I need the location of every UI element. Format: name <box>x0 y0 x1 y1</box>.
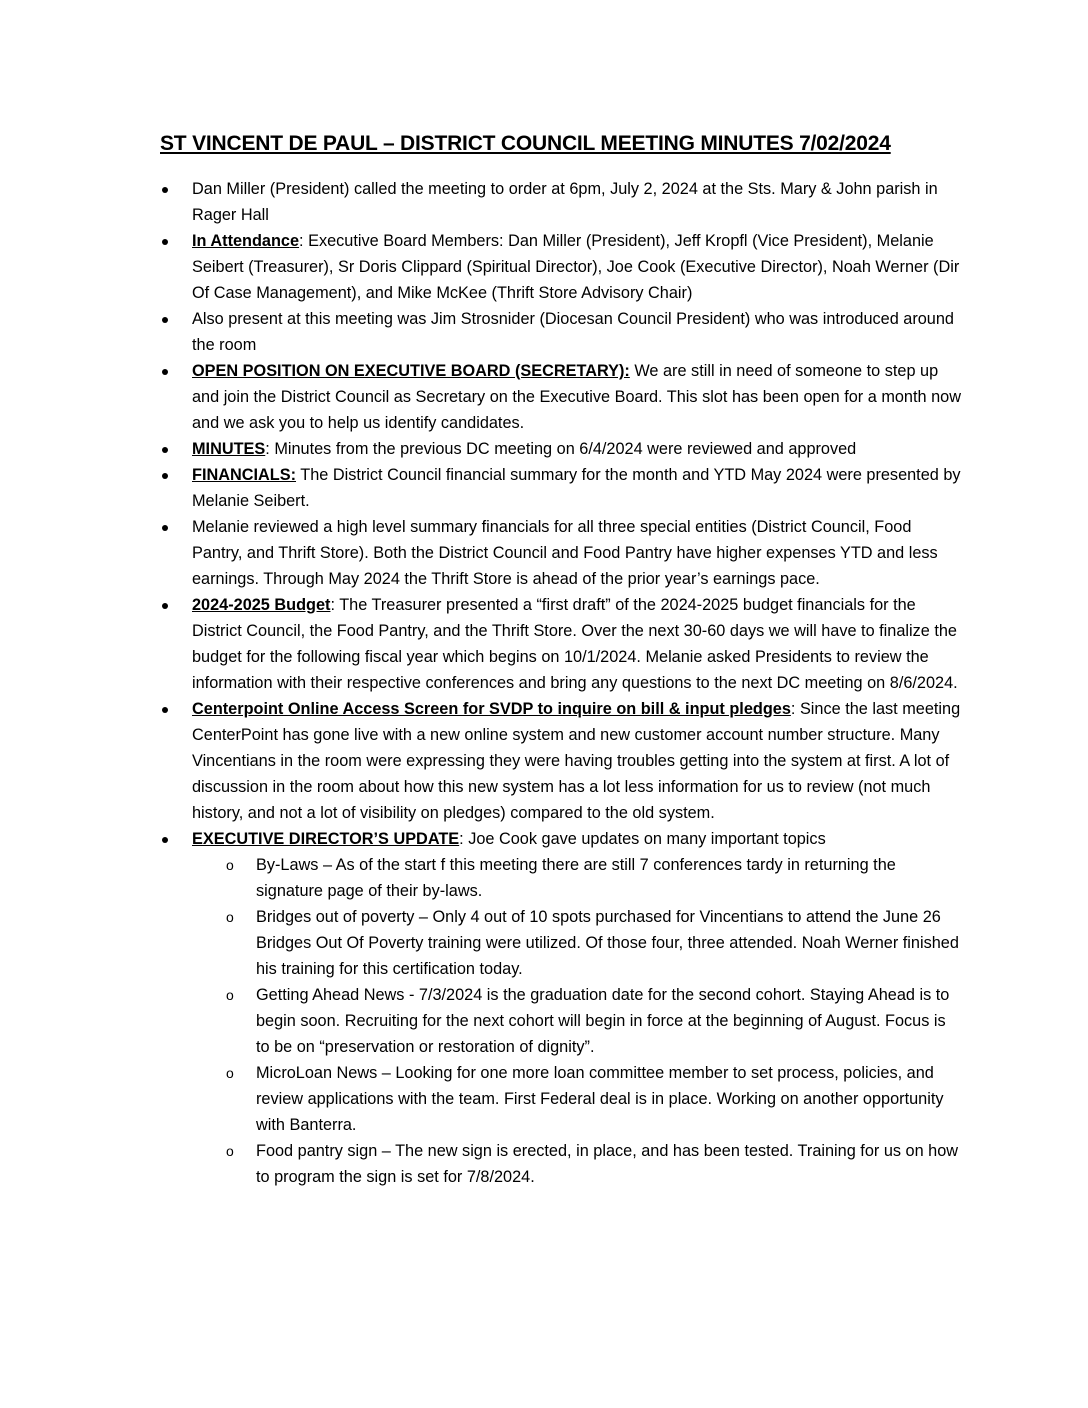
sub-item-text: Food pantry sign – The new sign is erected, in place, and has been tested. Training for us on how to program the sign is set for 7/8/2024. <box>256 1142 959 1186</box>
item-label: 2024-2025 Budget <box>192 596 331 614</box>
circle-bullet-icon: o <box>226 1143 234 1159</box>
list-item <box>0 228 962 306</box>
sub-list-item <box>0 982 962 1060</box>
sub-list-item <box>0 1138 962 1190</box>
list-item <box>0 436 962 462</box>
minutes-list <box>0 176 1088 1190</box>
bullet-icon <box>162 239 168 245</box>
bullet-icon <box>162 473 168 479</box>
list-item <box>0 826 962 852</box>
bullet-icon <box>162 369 168 375</box>
sub-list-item <box>0 1060 962 1138</box>
item-text: We are still in need of someone to step up and join the District Council as Secretary on the Executive Board. This slot has been open for a month now and we ask you to help us identify candidates. <box>192 362 961 432</box>
sub-list-item <box>0 904 962 982</box>
item-text: : Since the last meeting CenterPoint has gone live with a new online system and new customer account number structure. Many Vincentians in the room were expressing they were having troubles getting into the system at first. A lot of discussion in the room about how this new system has a lot less information for us to review (not much history, and not a lot of visibility on pledges) compared to the old system. <box>192 700 961 822</box>
list-item <box>0 358 962 436</box>
bullet-icon <box>162 317 168 323</box>
page-title: ST VINCENT DE PAUL – DISTRICT COUNCIL MEETING MINUTES 7/02/2024 <box>160 132 891 155</box>
bullet-icon <box>162 187 168 193</box>
item-label: EXECUTIVE DIRECTOR’S UPDATE <box>192 830 460 848</box>
list-item <box>0 592 962 696</box>
sub-item-text: MicroLoan News – Looking for one more loan committee member to set process, policies, and review applications with the team. First Federal deal is in place. Working on another opportunity with Banterra. <box>256 1064 944 1134</box>
sub-list-item <box>0 852 962 904</box>
list-item <box>0 514 962 592</box>
bullet-icon <box>162 525 168 531</box>
bullet-icon <box>162 837 168 843</box>
item-label: MINUTES <box>192 440 266 458</box>
bullet-icon <box>162 603 168 609</box>
list-item <box>0 306 962 358</box>
item-text: : Minutes from the previous DC meeting on 6/4/2024 were reviewed and approved <box>265 440 857 458</box>
sub-item-text: Getting Ahead News - 7/3/2024 is the graduation date for the second cohort. Staying Ahead is to begin soon. Recruiting for the next cohort will begin in force at the beginning of August. Focus is to be on “preservation or restoration of dignity”. <box>256 986 950 1056</box>
item-label: FINANCIALS: <box>192 466 297 484</box>
item-text: Melanie reviewed a high level summary financials for all three special entities (District Council, Food Pantry, and Thrift Store). Both the District Council and Food Pantry have higher expenses YTD and less earnings. Through May 2024 the Thrift Store is ahead of the prior year’s earnings pace. <box>192 518 938 588</box>
circle-bullet-icon: o <box>226 909 234 925</box>
item-text: : The Treasurer presented a “first draft” of the 2024-2025 budget financials for the District Council, the Food Pantry, and the Thrift Store. Over the next 30-60 days we will have to finalize the budget for the following fiscal year which begins on 10/1/2024. Melanie asked Presidents to review the information with their respective conferences and bring any questions to the next DC meeting on 8/6/2024. <box>192 596 958 692</box>
list-item <box>0 462 962 514</box>
item-text: Also present at this meeting was Jim Strosnider (Diocesan Council President) who was introduced around the room <box>192 310 954 354</box>
circle-bullet-icon: o <box>226 987 234 1003</box>
sub-item-text: Bridges out of poverty – Only 4 out of 10 spots purchased for Vincentians to attend the June 26 Bridges Out Of Poverty training were utilized. Of those four, three attended. Noah Werner finished his training for this certification today. <box>256 908 959 978</box>
item-label: In Attendance <box>192 232 300 250</box>
list-item <box>0 696 962 826</box>
list-item <box>0 176 962 228</box>
sub-item-text: By-Laws – As of the start f this meeting there are still 7 conferences tardy in returning the signature page of their by-laws. <box>256 856 896 900</box>
item-label: Centerpoint Online Access Screen for SVDP to inquire on bill & input pledges <box>192 700 791 718</box>
item-text: The District Council financial summary for the month and YTD May 2024 were presented by Melanie Seibert. <box>192 466 961 510</box>
bullet-icon <box>162 447 168 453</box>
item-text: Dan Miller (President) called the meeting to order at 6pm, July 2, 2024 at the Sts. Mary & John parish in Rager Hall <box>192 180 938 224</box>
bullet-icon <box>162 707 168 713</box>
circle-bullet-icon: o <box>226 1065 234 1081</box>
item-label: OPEN POSITION ON EXECUTIVE BOARD (SECRETARY): <box>192 362 630 380</box>
circle-bullet-icon: o <box>226 857 234 873</box>
item-text: : Executive Board Members: Dan Miller (President), Jeff Kropfl (Vice President), Melanie Seibert (Treasurer), Sr Doris Clippard (Spiritual Director), Joe Cook (Executive Director), Noah Werner (Dir Of Case Management), and Mike McKee (Thrift Store Advisory Chair) <box>192 232 960 302</box>
item-text: : Joe Cook gave updates on many important topics <box>459 830 826 848</box>
